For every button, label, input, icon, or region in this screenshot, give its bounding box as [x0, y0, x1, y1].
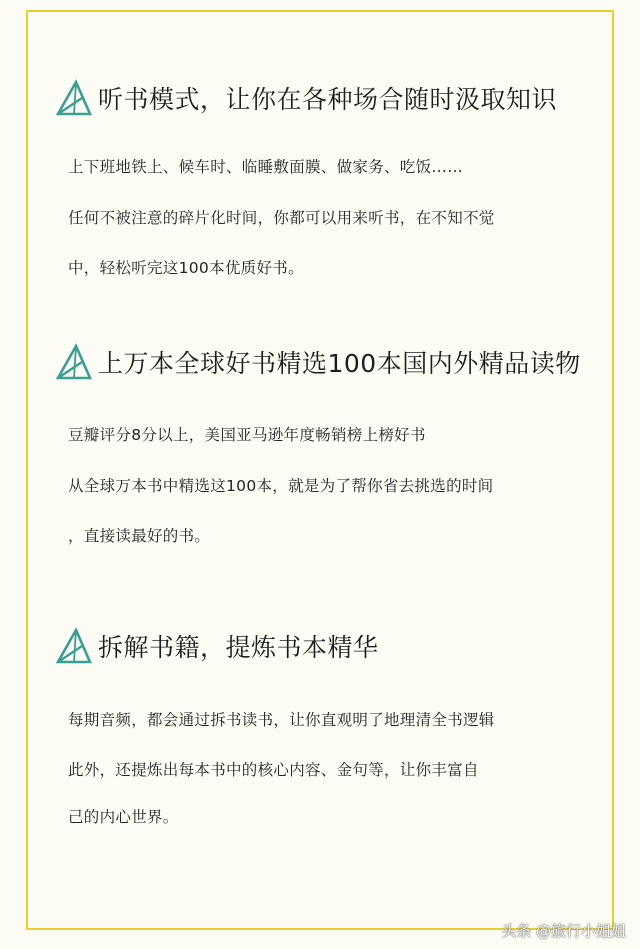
page-frame: [26, 10, 614, 930]
section-1-line-2: 任何不被注意的碎片化时间，你都可以用来听书，在不知不觉: [68, 209, 495, 227]
section-heading-3: [54, 626, 379, 666]
section-2-line-2: 从全球万本书中精选这100本，就是为了帮你省去挑选的时间: [68, 477, 494, 495]
section-heading-2: [54, 342, 581, 382]
section-title: 上万本全球好书精选100本国内外精品读物: [98, 349, 581, 378]
triangle-logo-icon: [54, 626, 94, 666]
section-title: 听书模式，让你在各种场合随时汲取知识: [98, 85, 558, 114]
section-1-line-3: 中，轻松听完这100本优质好书。: [68, 259, 304, 277]
section-2-line-1: 豆瓣评分8分以上，美国亚马逊年度畅销榜上榜好书: [68, 426, 426, 444]
section-3-line-2: 此外，还提炼出每本书中的核心内容、金句等，让你丰富自: [68, 761, 479, 779]
section-title: 拆解书籍，提炼书本精华: [98, 633, 379, 662]
section-3-line-1: 每期音频，都会通过拆书读书，让你直观明了地理清全书逻辑: [68, 711, 495, 729]
watermark: 头条 @旅行小姐姐: [501, 922, 626, 940]
section-heading-1: [54, 78, 557, 118]
section-3-line-3: 己的内心世界。: [68, 808, 179, 826]
section-2-line-3: ，直接读最好的书。: [68, 527, 211, 545]
triangle-logo-icon: [54, 342, 94, 382]
section-1-line-1: 上下班地铁上、候车时、临睡敷面膜、做家务、吃饭……: [68, 158, 464, 176]
triangle-logo-icon: [54, 78, 94, 118]
